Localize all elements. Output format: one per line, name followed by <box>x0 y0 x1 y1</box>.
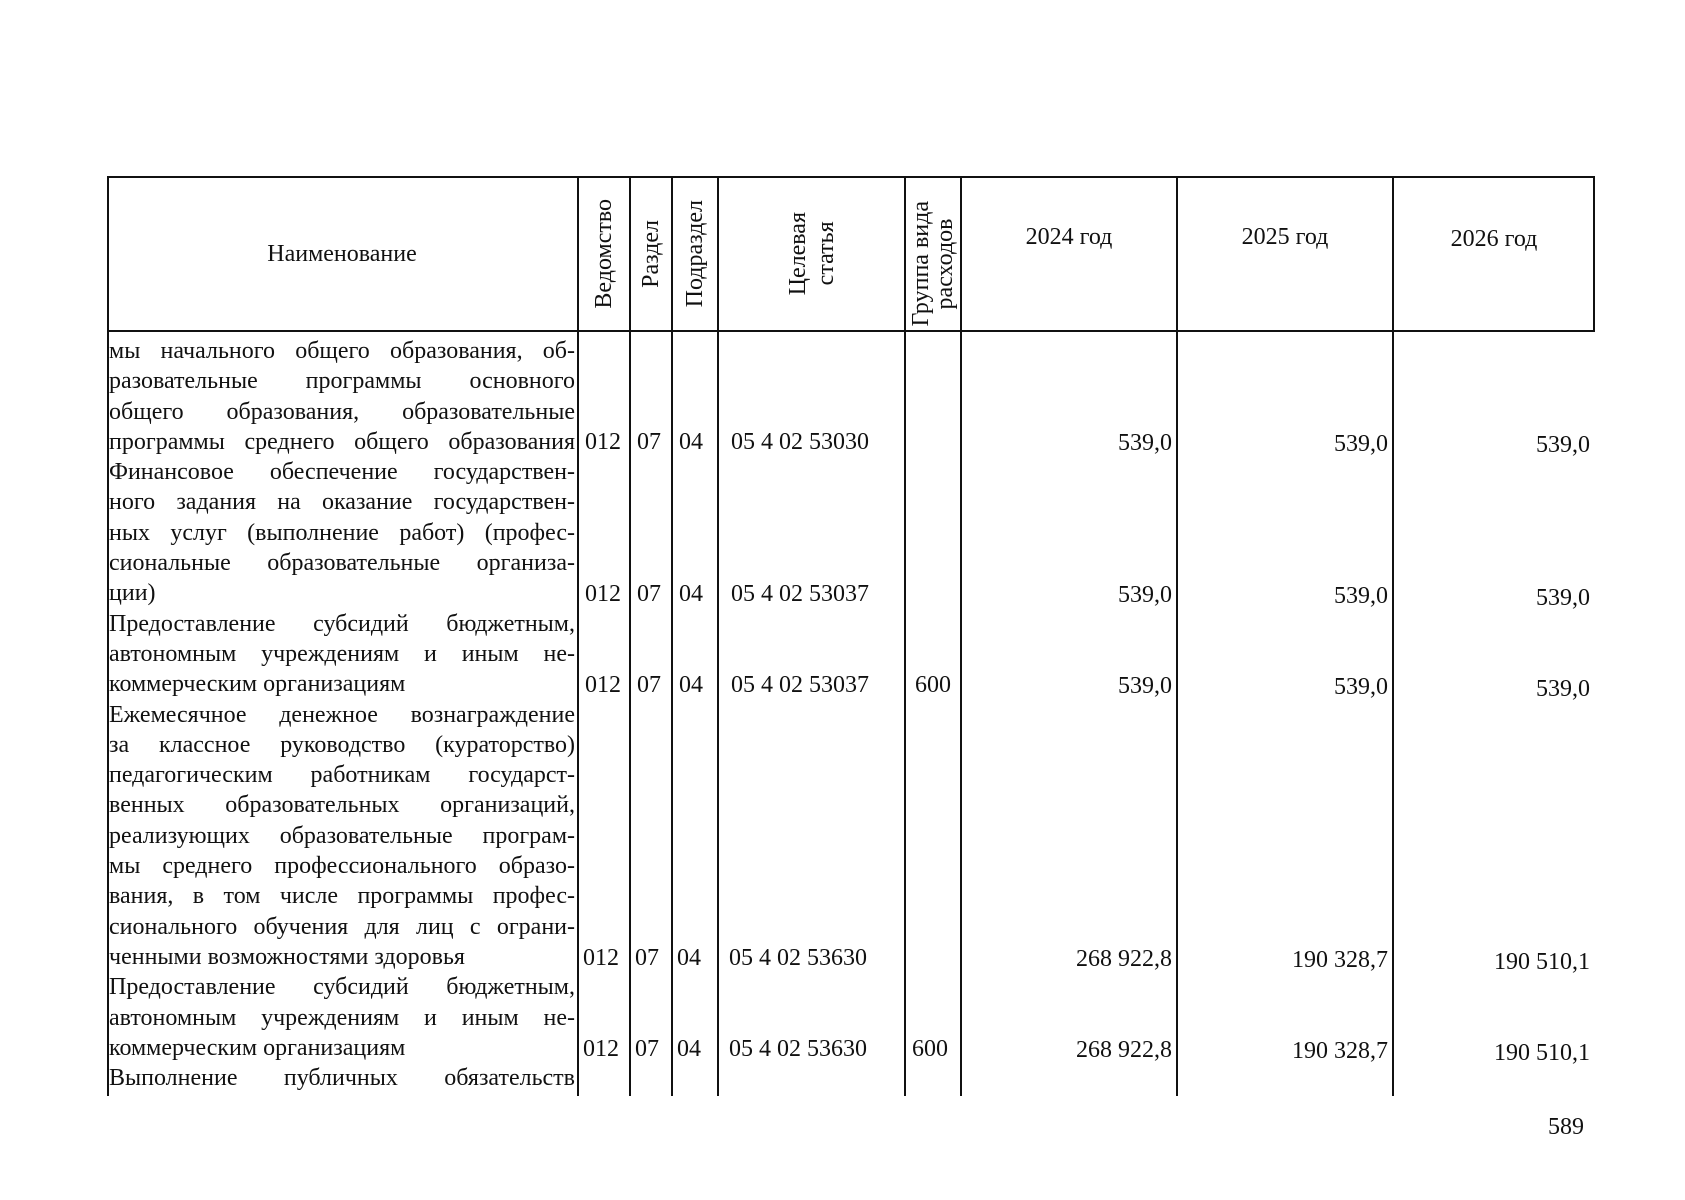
name-line: мы начального общего образования, об- <box>109 338 575 364</box>
name-line: Предоставление субсидий бюджетным, <box>109 974 575 1001</box>
name-line: Ежемесячное денежное вознаграждение <box>109 701 575 728</box>
row-celevaya: 05 4 02 53630 <box>729 1036 867 1062</box>
header-vedomstvo-label: Ведомство <box>591 199 617 309</box>
row-vedomstvo: 012 <box>585 672 621 698</box>
name-line: педагогическим работникам государст- <box>109 762 575 789</box>
budget-table <box>107 176 1595 1096</box>
name-line: реализующих образовательные програм- <box>109 822 575 849</box>
row-2024: 539,0 <box>1118 582 1172 608</box>
row-celevaya: 05 4 02 53630 <box>729 945 867 971</box>
row-2024: 268 922,8 <box>1076 946 1172 972</box>
name-column <box>109 336 575 1093</box>
row-gruppa: 600 <box>915 672 951 698</box>
row-podrazdel: 04 <box>679 429 703 455</box>
header-razdel-label: Раздел <box>638 220 664 288</box>
row-2024: 539,0 <box>1118 430 1172 456</box>
name-line: Финансовое обеспечение государствен- <box>109 459 575 486</box>
header-podrazdel-label: Подраздел <box>682 200 708 308</box>
row-celevaya: 05 4 02 53037 <box>731 672 869 698</box>
header-gruppa-line1: Группа вида <box>908 200 934 326</box>
name-line: коммерческим организациям <box>109 671 406 698</box>
row-2025: 539,0 <box>1334 583 1388 609</box>
row-2026: 190 510,1 <box>1494 1040 1590 1066</box>
row-podrazdel: 04 <box>679 672 703 698</box>
header-podrazdel <box>673 176 717 332</box>
row-celevaya: 05 4 02 53037 <box>731 581 869 607</box>
page-number: 589 <box>1548 1114 1584 1140</box>
name-line: ции) <box>109 580 156 607</box>
name-line: сионального обучения для лиц с ограни- <box>109 913 575 940</box>
row-razdel: 07 <box>635 945 659 971</box>
name-line: за классное руководство (кураторство) <box>109 731 575 758</box>
header-name: Наименование <box>267 241 417 267</box>
name-line: сиональные образовательные организа- <box>109 550 575 577</box>
header-celevaya-label <box>784 212 840 295</box>
header-2024: 2024 год <box>1025 224 1113 250</box>
header-gruppa <box>906 176 960 332</box>
header-razdel <box>631 176 671 332</box>
name-line: общего образования, образовательные <box>109 398 575 425</box>
row-2026: 539,0 <box>1536 676 1590 702</box>
name-line: вания, в том числе программы профес- <box>109 883 575 910</box>
row-2024: 539,0 <box>1118 673 1172 699</box>
name-line: разовательные программы основного <box>109 368 575 395</box>
name-line: коммерческим организациям <box>109 1034 406 1061</box>
name-line: Выполнение публичных обязательств <box>109 1065 575 1092</box>
row-vedomstvo: 012 <box>583 945 619 971</box>
name-line: Предоставление субсидий бюджетным, <box>109 610 575 637</box>
name-line: программы среднего общего образования <box>109 428 575 455</box>
row-2026: 539,0 <box>1536 585 1590 611</box>
row-razdel: 07 <box>637 581 661 607</box>
name-line: автономным учреждениям и иным не- <box>109 1004 575 1031</box>
name-line: венных образовательных организаций, <box>109 792 575 819</box>
row-gruppa: 600 <box>912 1036 948 1062</box>
row-2024: 268 922,8 <box>1076 1037 1172 1063</box>
row-2025: 190 328,7 <box>1292 1038 1388 1064</box>
row-razdel: 07 <box>637 429 661 455</box>
name-line: мы среднего профессионального образо- <box>109 853 575 880</box>
row-vedomstvo: 012 <box>583 1036 619 1062</box>
row-podrazdel: 04 <box>677 945 701 971</box>
row-2025: 190 328,7 <box>1292 947 1388 973</box>
row-podrazdel: 04 <box>679 581 703 607</box>
name-line: ного задания на оказание государствен- <box>109 489 575 516</box>
row-2026: 539,0 <box>1536 432 1590 458</box>
row-vedomstvo: 012 <box>585 429 621 455</box>
header-2025: 2025 год <box>1241 224 1329 250</box>
row-2026: 190 510,1 <box>1494 949 1590 975</box>
header-gruppa-label <box>909 201 957 326</box>
row-razdel: 07 <box>635 1036 659 1062</box>
row-2025: 539,0 <box>1334 674 1388 700</box>
name-line: ченными возможностями здоровья <box>109 943 465 970</box>
row-podrazdel: 04 <box>677 1036 701 1062</box>
name-line: ных услуг (выполнение работ) (профес- <box>109 519 575 546</box>
header-celevaya-line1: Целевая <box>784 212 811 296</box>
header-vedomstvo <box>579 176 629 332</box>
row-vedomstvo: 012 <box>585 581 621 607</box>
row-celevaya: 05 4 02 53030 <box>731 429 869 455</box>
header-celevaya-line2: статья <box>812 222 839 286</box>
header-2026: 2026 год <box>1450 226 1538 252</box>
name-line: автономным учреждениям и иным не- <box>109 640 575 667</box>
row-razdel: 07 <box>637 672 661 698</box>
header-gruppa-line2: расходов <box>932 217 958 309</box>
header-celevaya <box>719 176 904 332</box>
row-2025: 539,0 <box>1334 431 1388 457</box>
